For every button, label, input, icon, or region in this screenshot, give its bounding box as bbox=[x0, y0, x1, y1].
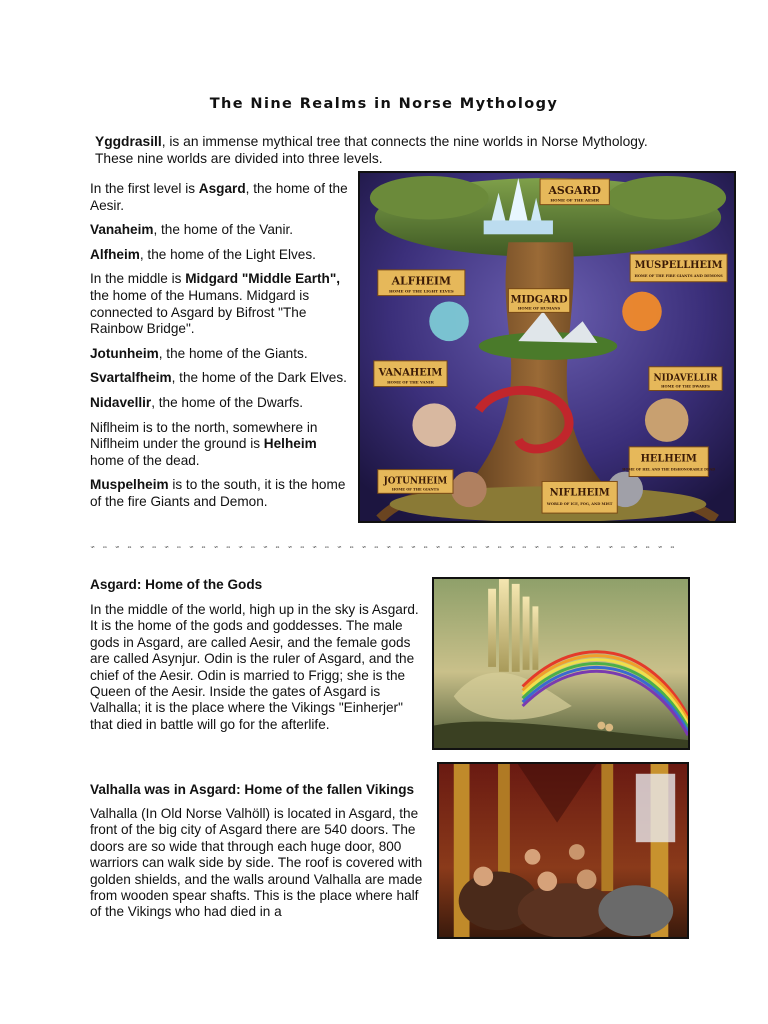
svg-text:MUSPELLHEIM: MUSPELLHEIM bbox=[634, 259, 723, 271]
svg-text:ALFHEIM: ALFHEIM bbox=[391, 274, 452, 288]
svg-text:NIFLHEIM: NIFLHEIM bbox=[549, 487, 610, 499]
label-alfheim bbox=[378, 270, 465, 296]
realm-entry: Jotunheim, the home of the Giants. bbox=[90, 345, 308, 361]
label-jotunheim bbox=[378, 470, 453, 494]
realm-entry: In the middle is Midgard "Middle Earth", the home of the Humans. Midgard is connected to Asgard by Bifrost "The Rainbow Bridge". bbox=[90, 271, 341, 337]
svg-text:HOME OF THE LIGHT ELVES: HOME OF THE LIGHT ELVES bbox=[388, 288, 454, 294]
realm-entry: Muspelheim is to the south, it is the home of the fire Giants and Demon. bbox=[90, 477, 346, 509]
svg-text:HOME OF THE VANIR: HOME OF THE VANIR bbox=[387, 379, 434, 385]
svg-text:VANAHEIM: VANAHEIM bbox=[378, 367, 443, 379]
realm-entry: Nidavellir, the home of the Dwarfs. bbox=[90, 394, 304, 410]
svg-text:JOTUNHEIM: JOTUNHEIM bbox=[383, 476, 448, 487]
realm-entry: Alfheim, the home of the Light Elves. bbox=[90, 246, 316, 262]
label-helheim bbox=[622, 447, 715, 477]
svg-text:HOME OF HUMANS: HOME OF HUMANS bbox=[517, 305, 561, 311]
asgard-body: In the middle of the world, high up in the sky is Asgard. It is the home of the gods and goddesses. The male gods in Asgard, are called Aesir, and the female gods are called Asynjur. Odin is the ruler of Asgard, and the chief of the Aesir. Odin is married to Frigg; she is the Queen of the Aesir. Inside the gates of Asgard is Valhalla; it is the place where the Vikings "Einherjer" that died in battle will go for the afterlife. bbox=[90, 602, 419, 732]
page-title: The Nine Realms in Norse Mythology bbox=[209, 96, 559, 112]
realms-list bbox=[90, 181, 352, 519]
realm-entry: Svartalfheim, the home of the Dark Elves. bbox=[90, 370, 347, 386]
svg-text:WORLD OF ICE, FOG, AND MIST: WORLD OF ICE, FOG, AND MIST bbox=[546, 502, 613, 507]
label-muspellheim bbox=[630, 254, 727, 282]
yggdrasil-illustration bbox=[358, 171, 736, 523]
label-vanaheim bbox=[374, 361, 447, 387]
svg-text:HOME OF HEL AND THE DISHONORAB: HOME OF HEL AND THE DISHONORABLE DEAD bbox=[622, 467, 716, 472]
intro-paragraph bbox=[95, 133, 695, 167]
realm-entry: Vanaheim, the home of the Vanir. bbox=[90, 222, 294, 238]
svg-text:ﾞ ﾟ ﾞ ﾟ ﾞ ﾟ ﾞ ﾟ ﾞ ﾟ ﾞ ﾟ ﾞ ﾟ ﾞ: ﾞ ﾟ ﾞ ﾟ ﾞ ﾟ ﾞ ﾟ ﾞ ﾟ ﾞ ﾟ ﾞ ﾟ ﾞ ﾟ ﾞ ﾟ ﾞ ﾟ ﾞ ﾟ ﾞ ﾟ ﾞ ﾟ ﾞ ﾟ ﾞ ﾟ ﾞ ﾟ ﾞ ﾟ ﾞ ﾟ ﾞ ﾟ ﾞ ﾟ ﾞ ﾟ ﾞ ﾟ ﾞ ﾟ ﾞ ﾟ bbox=[90, 546, 678, 555]
svg-text:HOME OF THE AESIR: HOME OF THE AESIR bbox=[550, 197, 599, 203]
valhalla-hall-image bbox=[437, 762, 689, 939]
svg-text:HOME OF THE FIRE GIANTS AND DE: HOME OF THE FIRE GIANTS AND DEMONS bbox=[634, 273, 723, 278]
label-asgard bbox=[540, 179, 609, 205]
realm-entry: In the first level is Asgard, the home of the Aesir. bbox=[90, 181, 348, 213]
label-niflheim bbox=[542, 481, 617, 513]
svg-text:ASGARD: ASGARD bbox=[548, 183, 601, 197]
svg-text:HOME OF THE DWARFS: HOME OF THE DWARFS bbox=[661, 384, 710, 389]
intro-term: Yggdrasill bbox=[95, 134, 162, 149]
svg-text:HELHEIM: HELHEIM bbox=[640, 453, 697, 465]
intro-text-b: immense bbox=[202, 134, 259, 149]
svg-text:NIDAVELLIR: NIDAVELLIR bbox=[653, 373, 718, 384]
realm-entry: Niflheim is to the north, somewhere in Niflheim under the ground is Helheim home of the dead. bbox=[90, 419, 318, 468]
valhalla-body: Valhalla (In Old Norse Valhöll) is located in Asgard, the front of the big city of Asgard there are 540 doors. The doors are so wide that through each huge door, 800 warriors can walk side by side. The roof is covered with golden shields, and the walls around Valhalla are made from wooden spear shafts. This is the place where half of the Vikings who had died in a bbox=[90, 806, 423, 920]
svg-text:MIDGARD: MIDGARD bbox=[510, 294, 568, 306]
svg-text:HOME OF THE GIANTS: HOME OF THE GIANTS bbox=[391, 487, 439, 492]
glyph-separator bbox=[90, 545, 680, 555]
label-midgard bbox=[508, 289, 569, 313]
asgard-rainbow-image bbox=[432, 577, 690, 750]
intro-text-a: , is an bbox=[161, 134, 203, 149]
intro-text-c: mythical tree that connects the nine worlds in Norse Mythology. bbox=[258, 134, 648, 149]
label-nidavellir bbox=[649, 367, 722, 391]
intro-line-2: These nine worlds are divided into three levels. bbox=[95, 151, 383, 166]
asgard-heading: Asgard: Home of the Gods bbox=[90, 577, 263, 592]
valhalla-heading: Valhalla was in Asgard: Home of the fallen Vikings bbox=[90, 782, 415, 797]
